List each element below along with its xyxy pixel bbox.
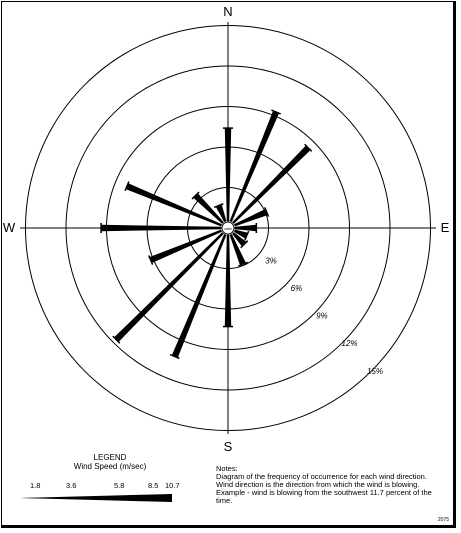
calm-label: calm: [224, 227, 232, 231]
spoke-N: [223, 128, 233, 221]
ring-label-6: 6%: [290, 284, 303, 294]
south-label: S: [223, 439, 233, 454]
east-label: E: [440, 220, 450, 235]
figure-id: 2075: [437, 517, 449, 523]
spoke-WSW: [149, 230, 222, 265]
legend-speed-5: 10.7: [165, 481, 180, 490]
legend-speed-1: 1.8: [30, 481, 41, 490]
legend-title: [60, 453, 160, 471]
north-label: N: [223, 4, 233, 19]
ring-label-15: 15%: [366, 366, 383, 376]
spoke-S: [223, 235, 233, 327]
legend-speed-3: 5.8: [114, 481, 125, 490]
spoke-W: [101, 223, 221, 233]
legend-heading: LEGEND: [93, 453, 127, 462]
ring-label-9: 9%: [316, 311, 328, 321]
spoke-NNE: [230, 110, 281, 222]
spoke-NE: [232, 144, 312, 224]
notes-heading: Notes:: [216, 464, 238, 473]
legend-subtitle: Wind Speed (m/sec): [73, 462, 147, 471]
legend-speed-scale: [20, 494, 172, 502]
notes-text: Diagram of the frequency of occurrence for each wind direction. Wind direction is the direction from which the wind is blowing. Example - wind is blowing from the southwest 11.7 percent of the time.: [216, 472, 432, 505]
notes-block: [216, 465, 446, 505]
ring-label-3: 3%: [265, 256, 277, 266]
spoke-SW: [113, 232, 224, 343]
west-label: W: [2, 220, 16, 235]
ring-label-12: 12%: [341, 339, 358, 349]
spoke-SSW: [170, 234, 226, 358]
legend-speed-4: 8.5: [148, 481, 159, 490]
wind-spokes: [101, 110, 312, 358]
legend-speed-2: 3.6: [66, 481, 77, 490]
